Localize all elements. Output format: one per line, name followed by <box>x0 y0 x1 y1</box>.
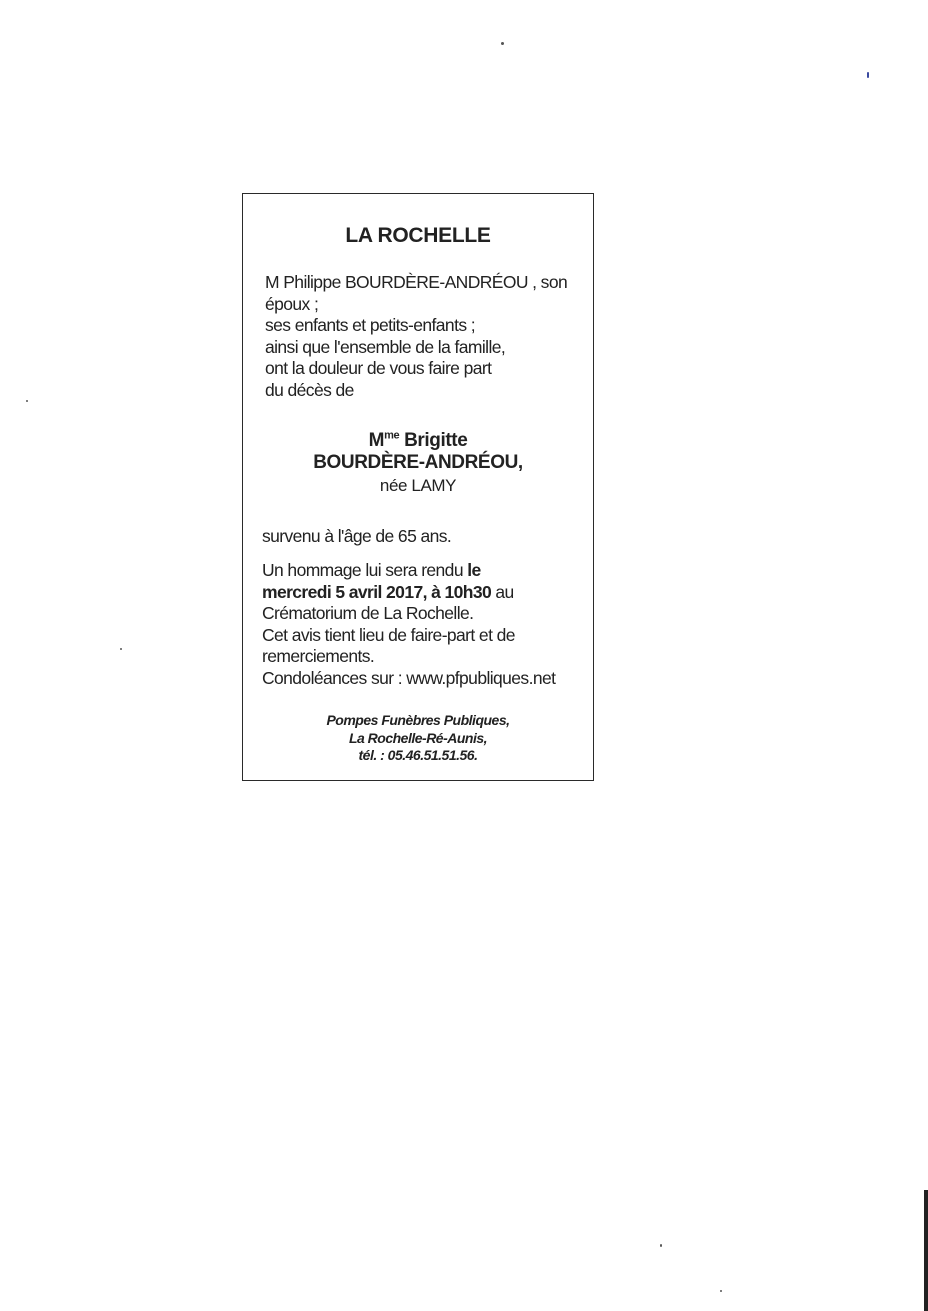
deceased-title: M <box>368 430 385 451</box>
ceremony-text: au <box>491 581 514 602</box>
announcement-line: du décès de <box>265 379 354 400</box>
scan-speck <box>720 1290 722 1292</box>
scan-speck <box>120 648 122 650</box>
announcement-line: ses enfants et petits-enfants ; <box>265 315 476 335</box>
deceased-name-block <box>243 430 593 498</box>
family-announcement <box>265 272 581 401</box>
scan-speck <box>660 1244 662 1247</box>
notice-statement: Cet avis tient lieu de faire-part et de <box>262 624 515 645</box>
ceremony-line-2 <box>262 582 581 604</box>
ceremony-text: Un hommage lui sera rendu <box>262 560 468 580</box>
ceremony-line-1 <box>262 560 581 582</box>
scan-speck <box>26 400 28 402</box>
ceremony-details <box>262 560 581 689</box>
age-statement <box>262 526 581 548</box>
scan-edge <box>924 1190 928 1311</box>
scan-speck <box>501 42 504 45</box>
notice-location-heading: LA ROCHELLE <box>345 224 491 247</box>
funeral-home-location: La Rochelle-Ré-Aunis, <box>348 729 488 746</box>
deceased-first-name: Brigitte <box>404 430 468 451</box>
age-line: survenu à l'âge de 65 ans. <box>262 526 452 546</box>
ceremony-date: mercredi 5 avril 2017, à 10h30 <box>262 581 492 602</box>
funeral-home-footer <box>243 712 593 765</box>
ceremony-date-start: le <box>467 560 481 580</box>
scan-speck <box>867 72 869 78</box>
notice-statement: remerciements. <box>262 646 375 666</box>
ceremony-venue: Crématorium de La Rochelle. <box>262 603 474 623</box>
obituary-notice <box>242 193 594 781</box>
funeral-home-name: Pompes Funèbres Publiques, <box>326 712 510 728</box>
condolences-line: Condoléances sur : www.pfpubliques.net <box>262 667 556 688</box>
announcement-line: ont la douleur de vous faire part <box>265 358 492 378</box>
funeral-home-phone: tél. : 05.46.51.51.56. <box>358 747 478 763</box>
deceased-first-name-line <box>243 430 593 452</box>
announcement-line: M Philippe BOURDÈRE-ANDRÉOU , son <box>265 272 568 292</box>
announcement-line: époux ; <box>265 293 319 314</box>
deceased-title-superscript: me <box>384 429 400 442</box>
deceased-surname: BOURDÈRE-ANDRÉOU, <box>313 452 523 473</box>
announcement-line: ainsi que l'ensemble de la famille, <box>265 336 506 357</box>
deceased-maiden-name: née LAMY <box>379 476 457 495</box>
